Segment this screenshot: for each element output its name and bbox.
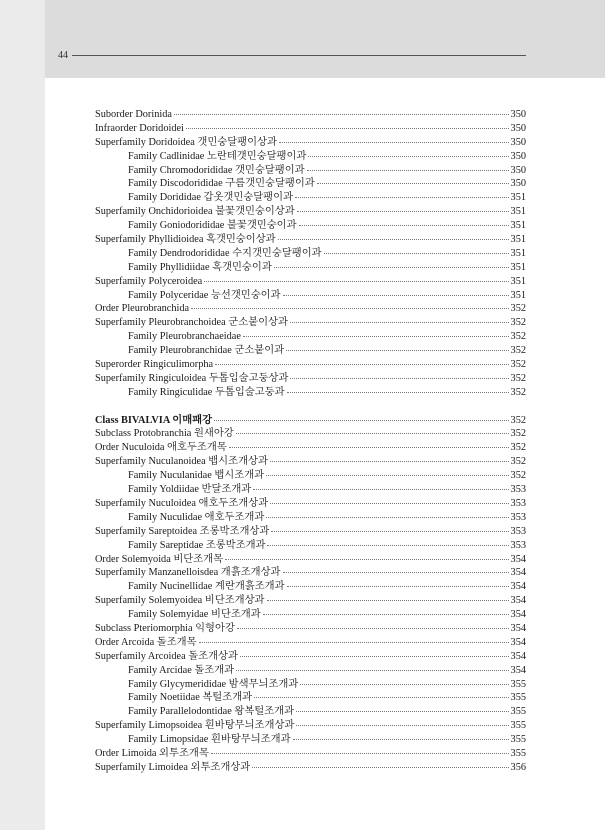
dot-leader (252, 767, 508, 768)
dot-leader (274, 267, 509, 268)
toc-entry[interactable] (95, 566, 526, 580)
toc-entry-page: 350 (510, 164, 526, 176)
toc-entry-page: 352 (510, 386, 526, 398)
toc-entry-label: Suborder Dorinida (95, 109, 172, 120)
toc-entry-page: 351 (510, 247, 526, 259)
toc-entry-label: Family Goniodorididae 불꽃갯민숭이과 (128, 220, 297, 232)
toc-entry-label: Family Dorididae 갑옷갯민숭달팽이과 (128, 192, 294, 204)
toc-entry-page: 352 (510, 345, 526, 357)
toc-entry-page: 351 (510, 234, 526, 246)
toc-entry-page: 354 (510, 622, 526, 634)
toc-entry[interactable] (95, 344, 526, 358)
dot-leader (270, 461, 509, 462)
toc-entry-label: Order Solemyoida 비단조개목 (95, 553, 224, 565)
toc-entry-page: 351 (510, 192, 526, 204)
toc-entry-page: 354 (510, 553, 526, 565)
toc-entry[interactable] (95, 205, 526, 219)
toc-entry-label: Family Yoldiidae 반달조개과 (128, 484, 252, 496)
toc-entry-page: 351 (510, 275, 526, 287)
toc-entry-label: Superfamily Phyllidioidea 혹갯민숭이상과 (95, 234, 276, 246)
dot-leader (267, 600, 509, 601)
toc-entry-page: 354 (510, 650, 526, 662)
toc-entry[interactable] (95, 691, 526, 705)
dot-leader (174, 114, 509, 115)
toc-entry-label: Order Nuculoida 애호두조개목 (95, 442, 227, 454)
toc-entry-page: 351 (510, 289, 526, 301)
toc-entry-page: 354 (510, 609, 526, 621)
toc-entry-label: Family Chromodorididae 갯민숭달팽이과 (128, 164, 305, 176)
toc-entry-page: 351 (510, 261, 526, 273)
toc-entry[interactable] (95, 511, 526, 525)
toc-entry[interactable] (95, 747, 526, 761)
toc-entry-label: Order Arcoida 돌조개목 (95, 636, 197, 648)
dot-leader (214, 420, 508, 421)
toc-entry-label: Subclass Protobranchia 원새아강 (95, 428, 234, 440)
toc-entry-label: Family Pleurobranchidae 군소붙이과 (128, 345, 285, 357)
toc-entry-page: 350 (510, 122, 526, 134)
dot-leader (267, 545, 508, 546)
toc-entry[interactable] (95, 358, 526, 372)
toc-entry-label: Family Sareptidae 조롱박조개과 (128, 539, 266, 551)
dot-leader (287, 586, 509, 587)
toc-entry-page: 354 (510, 636, 526, 648)
toc-entry-label: Subclass Pteriomorphia 익형아강 (95, 622, 235, 634)
toc-entry-label: Superfamily Arcoidea 돌조개상과 (95, 650, 238, 662)
toc-entry-page: 352 (510, 414, 526, 426)
dot-leader (296, 711, 508, 712)
dot-leader (225, 559, 508, 560)
dot-leader (308, 156, 508, 157)
toc-entry[interactable] (95, 316, 526, 330)
dot-leader (287, 392, 509, 393)
toc-entry-label: Family Nucinellidae 계란개흙조개과 (128, 581, 285, 593)
toc-entry-page: 355 (510, 747, 526, 759)
toc-entry-page: 353 (510, 484, 526, 496)
toc-entry-page: 356 (510, 761, 526, 773)
toc-entry-page: 352 (510, 359, 526, 371)
toc-entry-page: 354 (510, 664, 526, 676)
toc-entry-label: Family Limopsidae 흰바탕무늬조개과 (128, 734, 291, 746)
dot-leader (300, 684, 508, 685)
toc-entry[interactable] (95, 191, 526, 205)
toc-entry[interactable] (95, 525, 526, 539)
toc-entry[interactable] (95, 275, 526, 289)
header-rule (72, 55, 526, 56)
dot-leader (271, 531, 508, 532)
dot-leader (211, 753, 509, 754)
toc-entry[interactable] (95, 455, 526, 469)
toc-entry-label: Superfamily Ringiculoidea 두톱입술고둥상과 (95, 372, 289, 384)
toc-entry-label: Family Glycymerididae 밤색무늬조개과 (128, 678, 299, 690)
toc-entry-page: 355 (510, 734, 526, 746)
toc-entry[interactable] (95, 497, 526, 511)
toc-entry[interactable] (95, 733, 526, 747)
toc-entry[interactable] (95, 678, 526, 692)
toc-entry-page: 351 (510, 206, 526, 218)
toc-entry-page: 352 (510, 470, 526, 482)
toc-entry[interactable] (95, 553, 526, 567)
toc-entry-label: Superfamily Solemyoidea 비단조개상과 (95, 595, 265, 607)
toc-entry-page: 355 (510, 706, 526, 718)
toc-entry-label: Family Arcidae 돌조개과 (128, 664, 235, 676)
toc-entry[interactable] (95, 108, 526, 122)
dot-leader (290, 322, 509, 323)
dot-leader (191, 308, 508, 309)
toc-entry-page: 354 (510, 595, 526, 607)
toc-entry[interactable] (95, 261, 526, 275)
toc-entry[interactable] (95, 664, 526, 678)
toc-entry[interactable] (95, 247, 526, 261)
toc-entry[interactable] (95, 427, 526, 441)
dot-leader (253, 489, 508, 490)
toc-entry-label: Superfamily Nuculanoidea 뱁시조개상과 (95, 456, 268, 468)
toc-entry[interactable] (95, 441, 526, 455)
toc-entry-label: Superfamily Doridoidea 갯민숭달팽이상과 (95, 136, 277, 148)
toc-entry[interactable] (95, 372, 526, 386)
toc-entry-page: 353 (510, 511, 526, 523)
toc-entry[interactable] (95, 719, 526, 733)
toc-entry[interactable] (95, 580, 526, 594)
toc-entry-page: 355 (510, 678, 526, 690)
toc-entry-page: 350 (510, 136, 526, 148)
toc-entry[interactable] (95, 219, 526, 233)
toc-entry-page: 350 (510, 150, 526, 162)
dot-leader (199, 642, 509, 643)
dot-leader (204, 281, 508, 282)
toc-entry[interactable] (95, 177, 526, 191)
toc-entry[interactable] (95, 650, 526, 664)
toc-entry-page: 355 (510, 692, 526, 704)
toc-entry[interactable] (95, 164, 526, 178)
toc-entry-label: Family Polyceridae 능선갯민숭이과 (128, 289, 281, 301)
toc-entry[interactable] (95, 233, 526, 247)
toc-entry[interactable] (95, 150, 526, 164)
toc-entry-label: Family Nuculidae 애호두조개과 (128, 511, 265, 523)
page-number: 44 (58, 50, 68, 61)
dot-leader (229, 447, 509, 448)
toc-entry[interactable] (95, 622, 526, 636)
dot-leader (279, 142, 509, 143)
toc-entry[interactable] (95, 761, 526, 775)
toc-entry-label: Superfamily Sareptoidea 조롱박조개상과 (95, 525, 270, 537)
toc-entry-page: 354 (510, 567, 526, 579)
dot-leader (254, 697, 508, 698)
toc-entry-page: 353 (510, 525, 526, 537)
toc-entry-label: Family Solemyidae 비단조개과 (128, 609, 261, 621)
dot-leader (317, 183, 509, 184)
dot-leader (297, 211, 509, 212)
toc-entry-label: Family Nuculanidae 뱁시조개과 (128, 470, 265, 482)
toc-entry-page: 352 (510, 331, 526, 343)
toc-entry[interactable] (95, 705, 526, 719)
toc-entry-label: Order Limoida 외투조개목 (95, 747, 209, 759)
toc-entry[interactable] (95, 136, 526, 150)
dot-leader (240, 656, 509, 657)
dot-leader (295, 197, 509, 198)
toc-entry-label: Family Pleurobranchaeidae (128, 331, 241, 343)
toc-entry-label: Superfamily Nuculoidea 애호두조개상과 (95, 497, 269, 509)
dot-leader (299, 225, 509, 226)
dot-leader (266, 517, 508, 518)
dot-leader (286, 350, 508, 351)
header-band (45, 0, 605, 78)
toc-entry[interactable] (95, 330, 526, 344)
toc-entry-label: Superfamily Pleurobranchoidea 군소붙이상과 (95, 317, 288, 329)
toc-entry-page: 352 (510, 303, 526, 315)
dot-leader (293, 739, 509, 740)
toc-entry-label: Family Noetiidae 복털조개과 (128, 692, 253, 704)
toc-entry-page: 352 (510, 428, 526, 440)
toc-entry-page: 355 (510, 720, 526, 732)
toc-entry-label: Family Cadlinidae 노란테갯민숭달팽이과 (128, 150, 307, 162)
toc-entry-label: Superorder Ringiculimorpha (95, 359, 214, 371)
dot-leader (270, 503, 508, 504)
toc-entry-page: 353 (510, 497, 526, 509)
toc-entry[interactable] (95, 636, 526, 650)
toc-entry-label: Superfamily Onchidorioidea 불꽃갯민숭이상과 (95, 206, 295, 218)
toc-entry-page: 350 (510, 178, 526, 190)
dot-leader (290, 378, 508, 379)
toc-entry-page: 352 (510, 442, 526, 454)
dot-leader (186, 128, 509, 129)
toc-entry-label: Superfamily Manzanelloisdea 개흙조개상과 (95, 567, 281, 579)
toc-entry-label: Infraorder Doridoidei (95, 122, 184, 134)
dot-leader (324, 253, 509, 254)
toc-entry-page: 353 (510, 539, 526, 551)
toc-entry[interactable] (95, 414, 526, 428)
toc-entry-label: Family Discodorididae 구름갯민숭달팽이과 (128, 178, 315, 190)
toc-entry-label: Superfamily Limopsoidea 흰바탕무늬조개상과 (95, 720, 295, 732)
dot-leader (237, 628, 509, 629)
dot-leader (236, 433, 509, 434)
dot-leader (283, 295, 509, 296)
dot-leader (296, 725, 508, 726)
toc-entry[interactable] (95, 594, 526, 608)
toc-entry-label: Order Pleurobranchida (95, 303, 190, 315)
toc-entry[interactable] (95, 483, 526, 497)
toc-entry-label: Family Ringiculidae 두톱입술고둥과 (128, 386, 285, 398)
dot-leader (307, 170, 509, 171)
toc-entry[interactable] (95, 539, 526, 553)
toc-entry-label: Superfamily Polyceroidea (95, 275, 203, 287)
dot-leader (215, 364, 508, 365)
toc-entry[interactable] (95, 289, 526, 303)
toc-entry[interactable] (95, 122, 526, 136)
toc-entry-label: Family Parallelodontidae 왕복털조개과 (128, 706, 295, 718)
dot-leader (243, 336, 509, 337)
dot-leader (236, 670, 508, 671)
dot-leader (278, 239, 509, 240)
toc-entry-label: Superfamily Limoidea 외투조개상과 (95, 761, 251, 773)
table-of-contents (95, 108, 526, 775)
toc-entry-page: 350 (510, 109, 526, 120)
toc-entry-label: Family Phyllidiidae 혹갯민숭이과 (128, 261, 272, 273)
toc-entry-label: Class BIVALVIA 이매패강 (95, 414, 213, 426)
toc-entry[interactable] (95, 608, 526, 622)
toc-entry-page: 352 (510, 456, 526, 468)
toc-entry-page: 354 (510, 581, 526, 593)
dot-leader (266, 475, 508, 476)
toc-entry-page: 351 (510, 220, 526, 232)
toc-entry[interactable] (95, 302, 526, 316)
dot-leader (283, 572, 509, 573)
toc-entry[interactable] (95, 386, 526, 400)
toc-entry-page: 352 (510, 372, 526, 384)
toc-entry-label: Family Dendrodorididae 수지갯민숭달팽이과 (128, 247, 322, 259)
toc-entry-page: 352 (510, 317, 526, 329)
dot-leader (263, 614, 509, 615)
toc-entry[interactable] (95, 469, 526, 483)
